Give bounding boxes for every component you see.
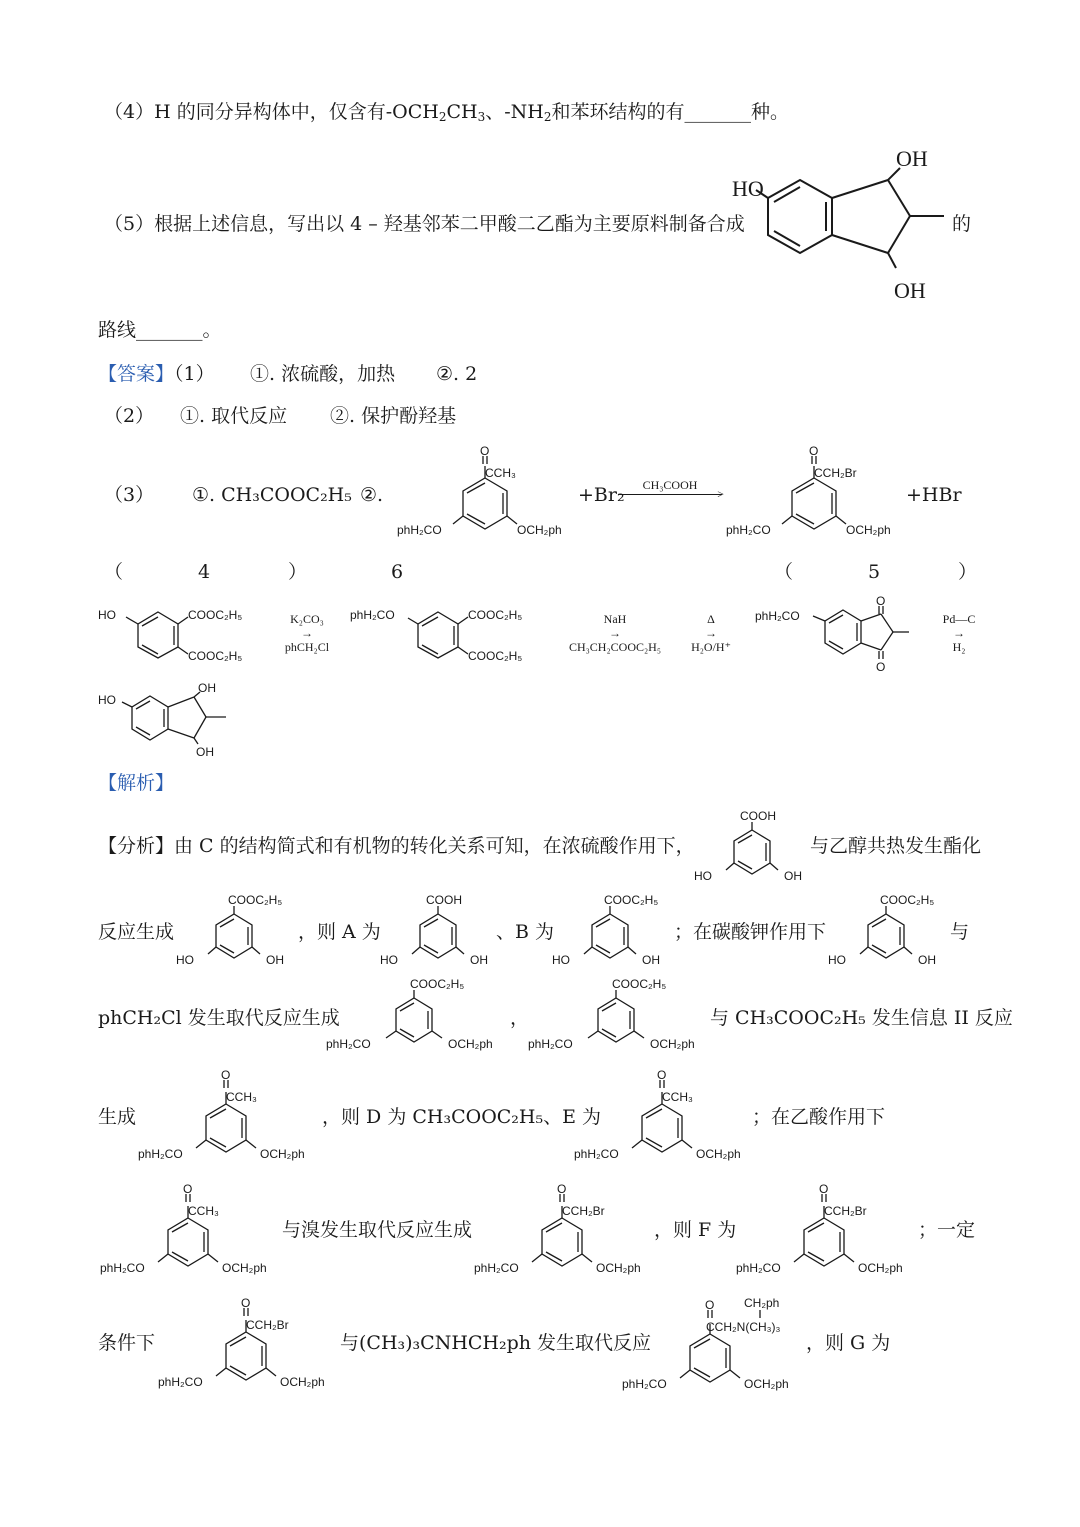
ester-label: COOC₂H₅ xyxy=(468,649,523,663)
question-5-after: 的 xyxy=(952,213,972,235)
analysis-p4a: 生成 xyxy=(98,1106,137,1128)
analysis-p3a: phCH₂Cl 发生取代反应生成 xyxy=(98,1007,340,1029)
analysis-p1a: 【分析】由 C 的结构简式和有机物的转化关系可知，在浓硫酸作用下， xyxy=(98,835,695,857)
analysis-p6b: 与(CH₃)₃CNHCH₂ph 发生取代反应 xyxy=(340,1332,652,1354)
cooh-label: COOH xyxy=(426,893,462,907)
q4-sub: 3 xyxy=(477,110,486,124)
answer-5-open: （ xyxy=(774,561,794,583)
q4-sub: 2 xyxy=(438,110,447,124)
ester-label: COOC₂H₅ xyxy=(612,977,667,991)
analysis-p3b: ， xyxy=(510,1007,530,1029)
answer-5-close: ） xyxy=(958,561,978,583)
ester-label: COOC₂H₅ xyxy=(188,608,243,622)
obn-right-label: OCH₂ph xyxy=(222,1261,267,1275)
answer-3b: ②. xyxy=(360,484,384,506)
ester-label: COOC₂H₅ xyxy=(468,608,523,622)
reagent-label: CH₃CH₂COOC₂H₅ xyxy=(568,640,662,654)
route-arrow-3 xyxy=(686,612,736,654)
obn-label: phH₂CO xyxy=(350,608,395,622)
oh-label: OH xyxy=(896,146,928,171)
obn-left-label: phH₂CO xyxy=(474,1261,519,1275)
obn-left-label: phH₂CO xyxy=(736,1261,781,1275)
o-label: O xyxy=(480,444,490,458)
acetyl-label: CCH₃ xyxy=(188,1204,219,1218)
acetyl-label: CCH₃ xyxy=(662,1090,693,1104)
molecule-b-ester xyxy=(548,892,678,972)
reagent-label: CH₃COOH xyxy=(642,478,698,492)
analysis-p2d: ；在碳酸钾作用下 xyxy=(674,921,827,943)
molecule-dihydroxybenzoic-acid xyxy=(690,808,820,888)
reagent-label: Pd—C xyxy=(942,612,976,626)
arrow-icon: → xyxy=(705,626,717,640)
molecule-acetophenone-dibenzyloxy xyxy=(395,444,585,543)
bromoacetyl-label: CCH₂Br xyxy=(246,1318,289,1332)
ho-label: HO xyxy=(98,693,116,707)
q4-sub: 2 xyxy=(543,110,552,124)
oh-label: OH xyxy=(642,953,660,967)
ho-label: HO xyxy=(176,953,194,967)
molecule-b-ester-2 xyxy=(824,892,954,972)
analysis-p6a: 条件下 xyxy=(98,1332,156,1354)
reagent-label: phCH₂Cl xyxy=(284,640,330,654)
reagent-label: H₂O/H⁺ xyxy=(691,640,731,654)
q4-prefix: （4）H 的同分异构体中，仅含有 xyxy=(104,101,386,123)
analysis-p4c: ；在乙酸作用下 xyxy=(752,1106,886,1128)
obn-right-label: OCH₂ph xyxy=(596,1261,641,1275)
route-arrow-2 xyxy=(562,612,668,654)
ho-label: HO xyxy=(380,953,398,967)
ho-label: HO xyxy=(98,608,116,622)
q4-sep: 、 xyxy=(485,101,505,123)
molecule-bromoacetyl-dibenzyloxy xyxy=(724,444,914,543)
obn-left-label: phH₂CO xyxy=(138,1147,183,1161)
o-label: O xyxy=(809,444,819,458)
answer-2a: ①. 取代反应 xyxy=(180,405,288,427)
route-arrow-4 xyxy=(936,612,982,654)
ester-label: COOC₂H₅ xyxy=(604,893,659,907)
arrow-icon: → xyxy=(953,626,965,640)
analysis-p1b: 与乙醇共热发生酯化 xyxy=(810,835,982,857)
o-label: O xyxy=(241,1296,251,1310)
obn-right-label: OCH₂ph xyxy=(696,1147,741,1161)
answer-4-close: ） xyxy=(288,561,308,583)
molecule-c-dibenzyl-ester-2 xyxy=(526,976,716,1056)
reagent-label: Δ xyxy=(707,612,715,626)
q4-group1: -OCH xyxy=(385,101,439,123)
q4-group2: -NH xyxy=(504,101,544,123)
analysis-tag: 【解析】 xyxy=(98,772,175,794)
obn-right-label: OCH₂ph xyxy=(744,1377,789,1391)
answer-line-1 xyxy=(98,362,215,386)
analysis-p2b: ，则 A 为 xyxy=(298,921,381,943)
q4-group1b: CH xyxy=(446,101,478,123)
obn-right-label: OCH₂ph xyxy=(517,523,562,537)
analysis-p3c: 与 CH₃COOC₂H₅ 发生信息 II 反应 xyxy=(710,1007,1013,1029)
obn-left-label: phH₂CO xyxy=(622,1377,667,1391)
cooh-label: COOH xyxy=(740,809,776,823)
question-5: （5）根据上述信息，写出以 4 – 羟基邻苯二甲酸二乙酯为主要原料制备合成 xyxy=(104,213,745,235)
oh-label: OH xyxy=(266,953,284,967)
molecule-e-acetyl-2 xyxy=(572,1070,762,1165)
plus-hbr: +HBr xyxy=(906,484,962,506)
o-label: O xyxy=(557,1182,567,1196)
obn-left-label: phH₂CO xyxy=(574,1147,619,1161)
acetyl-label: CCH₃ xyxy=(485,466,516,480)
answer-2-num: （2） xyxy=(104,405,155,427)
analysis-p4b: ，则 D 为 CH₃COOC₂H₅、E 为 xyxy=(322,1106,602,1128)
molecule-e-acetyl-3 xyxy=(98,1184,288,1279)
o-label: O xyxy=(183,1182,193,1196)
answer-1b: ②. 2 xyxy=(436,363,478,385)
analysis-p5a: 与溴发生取代反应生成 xyxy=(282,1219,473,1241)
ester-label: COOC₂H₅ xyxy=(188,649,243,663)
analysis-p5c: ；一定 xyxy=(918,1219,976,1241)
molecule-c-dibenzyl-ester xyxy=(324,976,514,1056)
oh-label: OH xyxy=(894,278,926,303)
molecule-e-acetyl xyxy=(136,1070,326,1165)
obn-left-label: phH₂CO xyxy=(528,1037,573,1051)
molecule-f-bromoacetyl-3 xyxy=(156,1298,346,1393)
molecule-f-bromoacetyl xyxy=(472,1184,662,1279)
obn-left-label: phH₂CO xyxy=(326,1037,371,1051)
analysis-p2a: 反应生成 xyxy=(98,921,175,943)
analysis-p2e: 与 xyxy=(950,921,970,943)
answer-1a: ①. 浓硫酸，加热 xyxy=(250,363,396,385)
answer-3-num: （3） xyxy=(104,484,155,506)
ester-label: COOC₂H₅ xyxy=(410,977,465,991)
analysis-p6c: ，则 G 为 xyxy=(806,1332,891,1354)
reagent-label: K₂CO₃ xyxy=(290,612,324,626)
amine-label: CCH₂N(CH₃)₃ xyxy=(706,1320,781,1334)
arrow-icon: > xyxy=(618,494,722,495)
o-label: O xyxy=(819,1182,829,1196)
oh-label: OH xyxy=(196,745,214,759)
obn-right-label: OCH₂ph xyxy=(260,1147,305,1161)
ester-label: COOC₂H₅ xyxy=(880,893,935,907)
obn-right-label: OCH₂ph xyxy=(280,1375,325,1389)
answer-5-num: 5 xyxy=(868,561,881,583)
plus-br2: +Br₂ xyxy=(578,484,625,506)
ester-label: COOC₂H₅ xyxy=(228,893,283,907)
obn-label: phH₂CO xyxy=(755,609,800,623)
o-label: O xyxy=(705,1298,715,1312)
o-label: O xyxy=(221,1068,231,1082)
reagent-label: NaH xyxy=(603,612,627,626)
benzyl-label: CH₂ph xyxy=(744,1296,780,1310)
route-arrow-1 xyxy=(276,612,338,654)
obn-left-label: phH₂CO xyxy=(100,1261,145,1275)
oh-label: OH xyxy=(918,953,936,967)
obn-right-label: OCH₂ph xyxy=(448,1037,493,1051)
analysis-p2c: 、B 为 xyxy=(496,921,555,943)
oh-label: OH xyxy=(198,681,216,695)
molecule-g-amine xyxy=(620,1294,820,1394)
ho-label: HO xyxy=(694,869,712,883)
ho-label: HO xyxy=(732,176,764,201)
answer-3a: ①. CH₃COOC₂H₅ xyxy=(192,484,352,506)
ho-label: HO xyxy=(552,953,570,967)
o-label: O xyxy=(657,1068,667,1082)
analysis-p5b: ，则 F 为 xyxy=(654,1219,737,1241)
answer-4-num: 4 xyxy=(198,561,211,583)
oh-label: OH xyxy=(784,869,802,883)
reagent-label: H₂ xyxy=(952,640,966,654)
bromoacetyl-label: CCH₂Br xyxy=(814,466,857,480)
route-benzyl-diester xyxy=(350,600,550,670)
ho-label: HO xyxy=(828,953,846,967)
bromoacetyl-label: CCH₂Br xyxy=(824,1204,867,1218)
oh-label: OH xyxy=(470,953,488,967)
obn-left-label: phH₂CO xyxy=(397,523,442,537)
route-start-diester xyxy=(98,600,268,670)
o-label: O xyxy=(876,594,886,608)
q4-suffix: 和苯环结构的有_______种。 xyxy=(551,101,789,123)
answer-4-value: 6 xyxy=(391,561,404,583)
answer-4-open: （ xyxy=(104,561,124,583)
answer-2b: ②. 保护酚羟基 xyxy=(330,405,457,427)
answer-num: （1） xyxy=(174,363,215,385)
molecule-f-bromoacetyl-2 xyxy=(734,1184,924,1279)
obn-right-label: OCH₂ph xyxy=(846,523,891,537)
question-4 xyxy=(104,100,789,124)
obn-left-label: phH₂CO xyxy=(158,1375,203,1389)
molecule-a-acid xyxy=(376,892,506,972)
answer-tag: 【答案】 xyxy=(98,363,175,385)
reaction-arrow-acoh xyxy=(618,478,724,501)
question-5-line2: 路线_______。 xyxy=(98,319,222,341)
route-indanedione xyxy=(755,596,935,676)
molecule-ethyl-ester-a xyxy=(172,892,302,972)
route-product-diol xyxy=(98,680,248,760)
target-molecule-large xyxy=(730,140,950,310)
obn-right-label: OCH₂ph xyxy=(650,1037,695,1051)
obn-right-label: OCH₂ph xyxy=(858,1261,903,1275)
bromoacetyl-label: CCH₂Br xyxy=(562,1204,605,1218)
acetyl-label: CCH₃ xyxy=(226,1090,257,1104)
obn-left-label: phH₂CO xyxy=(726,523,771,537)
arrow-icon: → xyxy=(301,626,313,640)
o-label: O xyxy=(876,660,886,674)
arrow-icon: → xyxy=(609,626,621,640)
